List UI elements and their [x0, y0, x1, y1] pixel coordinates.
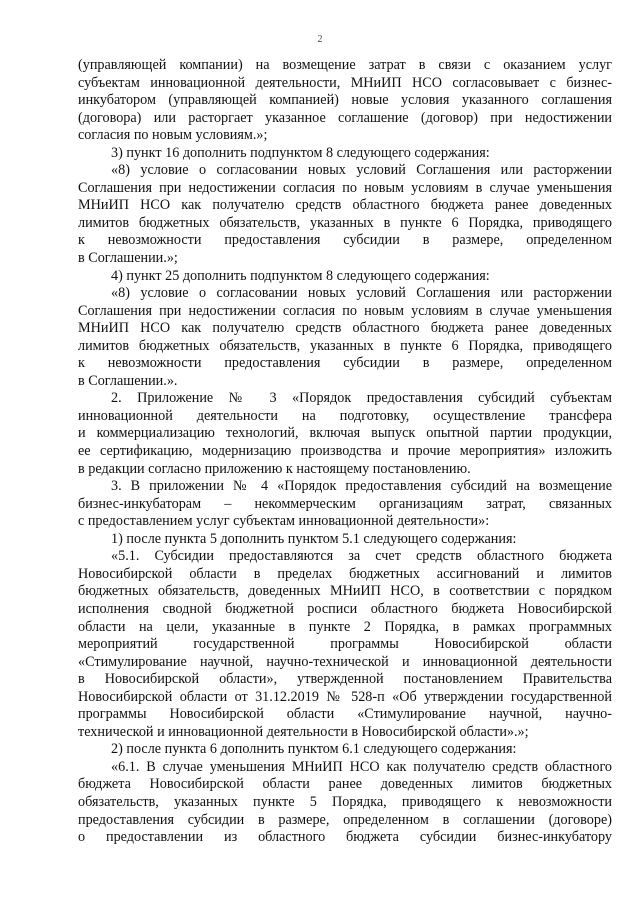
document-body: [78, 57, 612, 847]
text-line: 3) пункт 16 дополнить подпунктом 8 следующего содержания:: [111, 144, 490, 161]
text-line: 1) после пункта 5 дополнить пунктом 5.1 следующего содержания:: [111, 530, 517, 547]
text-line: 4) пункт 25 дополнить подпунктом 8 следующего содержания:: [111, 267, 490, 284]
text-line: согласия по новым условиям.»;: [78, 127, 268, 144]
text-line: 2) после пункта 6 дополнить пунктом 6.1 следующего содержания:: [111, 741, 517, 758]
text-line: (договора) или расторгает указанное соглашение (договор) при недостижении: [78, 109, 612, 126]
text-line: ее сертификацию, модернизацию производства и прочие мероприятия» изложить: [78, 443, 612, 460]
text-line: с предоставлением услуг субъектам инновационной деятельности»:: [78, 513, 490, 530]
text-line: к невозможности предоставления субсидии в размере, определенном: [78, 232, 612, 249]
text-line: предоставления субсидии в размере, определенном в соглашении (договоре): [78, 811, 612, 828]
text-line: о предоставлении из областного бюджета субсидии бизнес-инкубатору: [78, 829, 612, 846]
text-line: и коммерциализацию технологий, включая выпуск опытной партии продукции,: [78, 425, 612, 442]
text-line: обязательств, указанных пункте 5 Порядка, приводящего к невозможности: [78, 793, 612, 810]
text-line: 2. Приложение № 3 «Порядок предоставления субсидий субъектам: [111, 390, 612, 407]
text-line: бюджета Новосибирской области ранее доведенных лимитов бюджетных: [78, 776, 612, 793]
text-line: «8) условие о согласовании новых условий Соглашения или расторжении: [111, 285, 612, 302]
text-line: МНиИП НСО как получателю средств областного бюджета ранее доведенных: [78, 197, 612, 214]
text-line: Новосибирской области в пределах бюджетных ассигнований и лимитов: [78, 565, 612, 582]
text-line: (управляющей компании) на возмещение затрат в связи с оказанием услуг: [78, 57, 612, 73]
text-line: программы Новосибирской области «Стимулирование научной, научно-: [78, 706, 612, 723]
text-line: к невозможности предоставления субсидии в размере, определенном: [78, 355, 612, 372]
text-line: МНиИП НСО как получателю средств областного бюджета ранее доведенных: [78, 320, 612, 337]
text-line: «6.1. В случае уменьшения МНиИП НСО как получателю средств областного: [111, 758, 612, 775]
page-number: 2: [317, 34, 323, 45]
text-line: технической и инновационной деятельности в Новосибирской области».»;: [78, 723, 529, 740]
text-line: лимитов бюджетных обязательств, указанных в пункте 6 Порядка, приводящего: [78, 214, 612, 231]
text-line: в Новосибирской области», утвержденной постановлением Правительства: [78, 671, 612, 688]
text-line: лимитов бюджетных обязательств, указанных в пункте 6 Порядка, приводящего: [78, 337, 612, 354]
text-line: исполнения сводной бюджетной росписи областного бюджета Новосибирской: [78, 600, 612, 617]
text-line: в редакции согласно приложению к настоящему постановлению.: [78, 460, 471, 477]
text-line: «Стимулирование научной, научно-технической и инновационной деятельности: [78, 653, 612, 670]
text-line: в Соглашении.»;: [78, 250, 178, 267]
text-line: области на цели, указанные в пункте 2 Порядка, в рамках программных: [78, 618, 612, 635]
text-line: инновационной деятельности на подготовку, осуществление трансфера: [78, 407, 612, 424]
text-line: субъектам инновационной деятельности, МНиИП НСО согласовывает с бизнес-: [78, 74, 612, 91]
text-line: мероприятий государственной программы Новосибирской области: [78, 636, 612, 653]
text-line: «8) условие о согласовании новых условий Соглашения или расторжении: [111, 162, 612, 179]
text-line: в Соглашении.».: [78, 372, 178, 389]
text-line: бюджетных обязательств, доведенных МНиИП НСО, в соответствии с порядком: [78, 583, 612, 600]
text-line: Соглашения при недостижении согласия по новым условиям в случае уменьшения: [78, 179, 612, 196]
text-line: Новосибирской области от 31.12.2019 № 528-п «Об утверждении государственной: [78, 688, 612, 705]
text-line: 3. В приложении № 4 «Порядок предоставления субсидий на возмещение: [111, 478, 612, 495]
text-line: Соглашения при недостижении согласия по новым условиям в случае уменьшения: [78, 302, 612, 319]
text-line: «5.1. Субсидии предоставляются за счет средств областного бюджета: [111, 548, 612, 565]
text-line: бизнес-инкубаторам – некоммерческим организациям затрат, связанных: [78, 495, 612, 512]
text-line: инкубатором (управляющей компанией) новые условия указанного соглашения: [78, 92, 612, 109]
